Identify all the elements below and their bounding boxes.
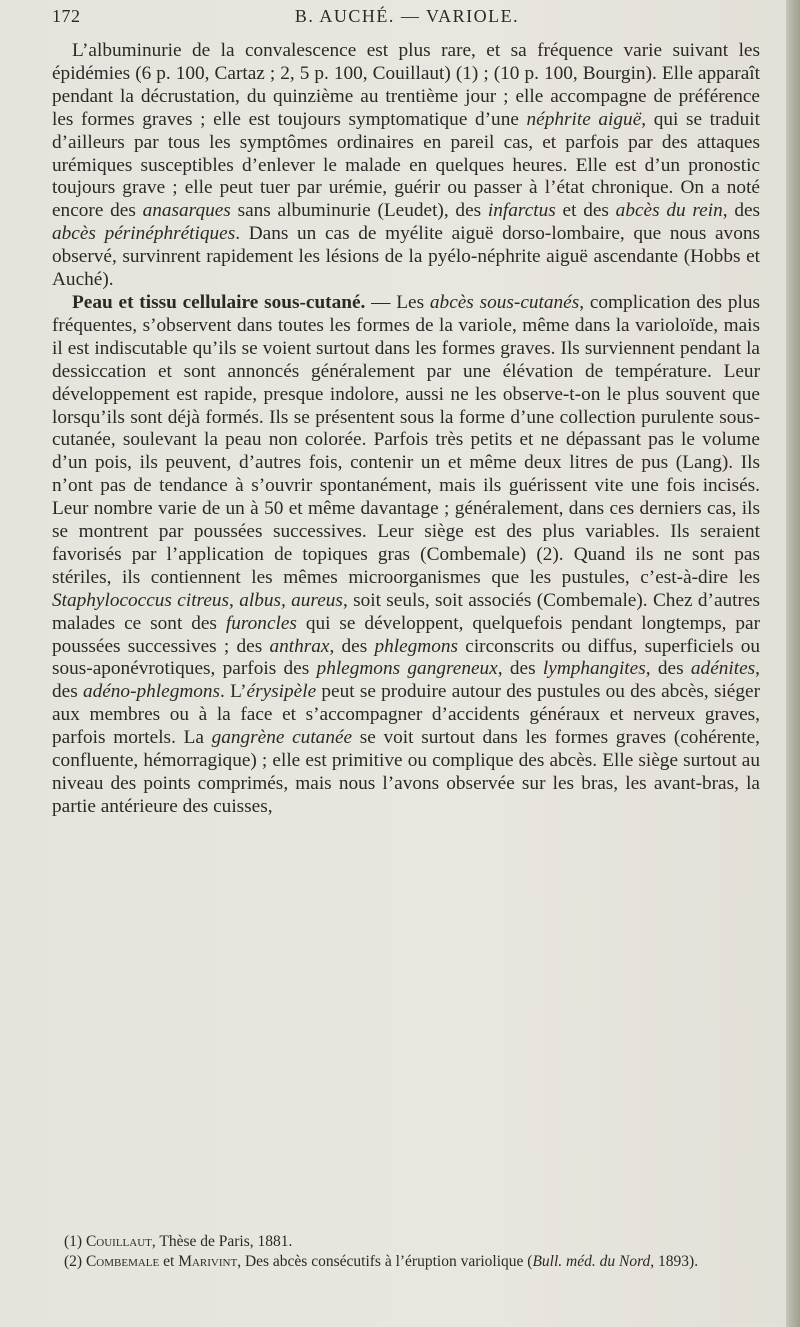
text-run: , complication des plus fréquentes, s’observent dans toutes les formes de la variole, même dans la varioloïde, mais il est indiscutable qu’ils se voient surtout dans les formes graves. Ils surviennent pendant la dessiccation et sont annoncés généralement par une élévation de température. Leur développement est rapide, presque indolore, aussi ne les observe-t-on le plus souvent que lorsqu’ils sont déjà formés. Ils se présentent sous la forme d’une collection purulente sous-cutanée, soulevant la peau non colorée. Parfois très petits et ne dépassant pas le volume d’un pois, ils peuvent, d’autres fois, contenir un et même deux litres de pus (Lang). Ils n’ont pas de tendance à s’ouvrir spontanément, mais ils guérissent vite une fois incisés. Leur nombre varie de un à 50 et même davantage ; généralement, dans ces derniers cas, ils se montrent par poussées successives. Leur siège est des plus variables. Ils seraient favorisés par l’application de topiques gras (Combemale) (2). Quand ils ne sont pas stériles, ils contiennent les mêmes microorganismes que les pustules, c’est-à-dire les xyxy=(52,291,760,588)
text-run: , qui se traduit d’ailleurs par tous les symptômes ordinaires en pareil cas, et parfois par des attaques urémiques susceptibles d’enlever le malade en quelques heures. Elle est d’un pronostic toujours grave ; elle peut tuer par urémie, guérir ou passer à l’état chronique. On a noté encore des xyxy=(52,108,761,222)
text-run: , Thèse de Paris, 1881. xyxy=(151,1233,293,1250)
italic-text: anasarques xyxy=(142,200,231,222)
italic-text: adéno-phlegmons xyxy=(82,681,221,703)
text-run: , des xyxy=(52,658,760,703)
page-edge xyxy=(786,0,800,1327)
running-title: B. AUCHÉ. — VARIOLE. xyxy=(294,6,520,26)
text-run: qui se développent, quelquefois pendant longtemps, par poussées successives ; des xyxy=(52,612,760,657)
italic-text: Bull. méd. du Nord xyxy=(532,1252,651,1270)
italic-text: infarctus xyxy=(487,200,556,222)
author-name: Combemale xyxy=(85,1252,160,1270)
paragraph xyxy=(52,292,760,819)
italic-text: phlegmons xyxy=(374,635,459,657)
footnote xyxy=(52,1253,760,1272)
text-run: , soit seuls, soit associés (Combemale). Chez d’autres malades ce sont des xyxy=(52,589,761,634)
italic-text: furoncles xyxy=(225,612,297,634)
text-run: — Les xyxy=(365,291,430,313)
text-run: circonscrits ou diffus, superficiels ou sous-aponévrotiques, parfois des xyxy=(52,635,760,680)
author-name: Couillaut xyxy=(85,1233,152,1250)
author-name: Marivint xyxy=(178,1252,238,1270)
text-run: , 1893). xyxy=(650,1252,699,1270)
text-run: . Dans un cas de myélite aiguë dorso-lombaire, que nous avons observé, survinrent rapidement les lésions de la pyélo-néphrite aiguë ascendante (Hobbs et Auché). xyxy=(52,223,760,291)
text-run: (2) xyxy=(64,1252,86,1270)
page-header xyxy=(52,6,762,36)
text-run: et des xyxy=(555,200,616,222)
italic-text: abcès sous-cutanés xyxy=(429,291,580,313)
italic-text: Staphylococcus citreus, albus, aureus xyxy=(52,589,343,611)
italic-text: abcès périnéphrétiques xyxy=(52,223,236,245)
italic-text: gangrène cutanée xyxy=(211,727,353,749)
italic-text: adénites xyxy=(690,658,756,680)
footnote xyxy=(52,1233,760,1252)
italic-text: néphrite aiguë xyxy=(526,108,642,130)
body-text xyxy=(52,40,760,819)
text-run: , des xyxy=(497,658,543,680)
italic-text: phlegmons gangreneux xyxy=(316,658,498,680)
footnotes xyxy=(52,1233,760,1272)
section-heading: Peau et tissu cellulaire sous-cutané. xyxy=(72,291,366,313)
text-run: L’albuminurie de la convalescence est plus rare, et sa fréquence varie suivant les épidémies (6 p. 100, Cartaz ; 2, 5 p. 100, Couillaut) (1) ; (10 p. 100, Bourgin). Elle apparaît pendant la décrustation, du quinzième au trentième jour ; elle accompagne de préférence les formes graves ; elle est toujours symptomatique d’une xyxy=(52,40,760,130)
page-number: 172 xyxy=(52,6,81,26)
text-run: (1) xyxy=(64,1233,86,1250)
text-run: se voit surtout dans les formes graves (cohérente, confluente, hémorragique) ; elle est primitive ou complique des abcès. Elle siège surtout au niveau des points comprimés, mais nous l’avons observée sur les bras, les avant-bras, la partie antérieure des cuisses, xyxy=(52,727,760,817)
text-run: , des xyxy=(645,658,691,680)
text-run: , Des abcès consécutifs à l’éruption variolique ( xyxy=(237,1252,533,1270)
italic-text: lymphangites xyxy=(542,658,646,680)
text-run: . L’ xyxy=(220,681,247,703)
italic-text: abcès du rein xyxy=(615,200,723,222)
text-run: sans albuminurie (Leudet), des xyxy=(230,200,488,222)
italic-text: érysipèle xyxy=(246,681,317,703)
text-run: et xyxy=(159,1252,179,1270)
text-run: peut se produire autour des pustules ou des abcès, siéger aux membres ou à la face et s’accompagner d’accidents généraux et nerveux graves, parfois mortels. La xyxy=(52,681,760,749)
italic-text: anthrax xyxy=(269,635,330,657)
text-run: , des xyxy=(722,200,761,222)
paragraph xyxy=(52,40,760,292)
text-run: , des xyxy=(329,635,375,657)
